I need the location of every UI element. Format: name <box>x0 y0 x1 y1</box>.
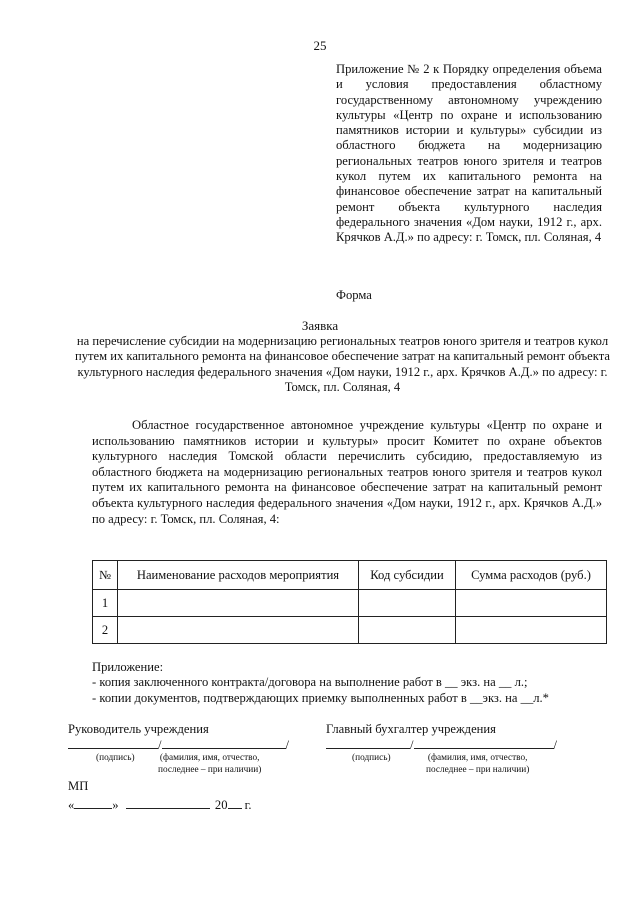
row-number: 2 <box>93 617 118 644</box>
date-close-quote: » <box>112 798 119 812</box>
accountant-separator-end: / <box>553 738 557 752</box>
accountant-caption-name-line1: (фамилия, имя, отчество, <box>427 753 528 763</box>
application-title: Заявка <box>301 318 339 333</box>
page-number: 25 <box>313 38 327 53</box>
row-number: 1 <box>93 590 118 617</box>
application-subtitle: на перечисление субсидии на модернизацию региональных театров юного зрителя и театров кукол путем их капитального ремонта на финансовое обеспечение затрат на капитальный ремонт объекта культурного наследия федерального значения «Дом науки, 1912 г., арх. Крячков А.Д.» по адресу: г. Томск, пл. Соляная, 4 <box>75 334 610 395</box>
accountant-signature-label: Главный бухгалтер учреждения <box>326 722 496 736</box>
appendix-header: Приложение № 2 к Порядку определения объема и условия предоставления областному государственному автономному учреждению культуры «Центр по охране и использованию памятников истории и культуры» субсидии из областного бюджета на модернизацию региональных театров юного зрителя и театров кукол путем их капитального ремонта на финансовое обеспечение затрат на капитальный ремонт объекта культурного наследия федерального значения «Дом науки, 1912 г., арх. Крячков А.Д.» по адресу: г. Томск, пл. Соляная, 4 <box>336 62 602 245</box>
cell-subsidy-code[interactable] <box>359 617 456 644</box>
table-row <box>93 617 607 644</box>
cell-subsidy-code[interactable] <box>359 590 456 617</box>
stamp-placeholder: МП <box>68 779 89 793</box>
head-caption-name-line1: (фамилия, имя, отчество, <box>159 753 260 763</box>
date-open-quote: « <box>68 798 75 812</box>
head-sign-blank[interactable] <box>68 737 158 749</box>
form-label: Форма <box>336 288 372 302</box>
accountant-sign-blank[interactable] <box>326 737 410 749</box>
header-amount: Сумма расходов (руб.) <box>456 561 607 590</box>
expenses-table <box>92 560 607 644</box>
date-year-blank[interactable] <box>228 797 242 809</box>
application-body: Областное государственное автономное учреждение культуры «Центр по охране и использованию памятников истории и культуры» просит Комитет по охране объектов культурного наследия Томской области перечислить субсидию, предоставляемую из областного бюджета на модернизацию региональных театров юного зрителя и театров кукол путем их капитального ремонта на финансовое обеспечение затрат на капитальный ремонт объекта культурного наследия федерального значения «Дом науки, 1912 г., арх. Крячков А.Д.» по адресу: г. Томск, пл. Соляная, 4: <box>92 418 602 526</box>
attachment-item-acceptance-docs: - копии документов, подтверждающих приемку выполненных работ в __экз. на __л.* <box>92 690 549 705</box>
header-expense-name: Наименование расходов мероприятия <box>118 561 359 590</box>
attachments <box>92 660 549 706</box>
date-day-blank[interactable] <box>74 797 112 809</box>
cell-amount[interactable] <box>456 617 607 644</box>
cell-amount[interactable] <box>456 590 607 617</box>
head-caption-sign: (подпись) <box>96 753 135 763</box>
header-subsidy-code: Код субсидии <box>359 561 456 590</box>
head-separator: / <box>158 738 162 752</box>
date-year-suffix: г. <box>241 798 252 812</box>
table-row <box>93 590 607 617</box>
accountant-caption-name-line2: последнее – при наличии) <box>426 765 530 775</box>
head-name-blank[interactable] <box>162 737 286 749</box>
head-caption-name <box>158 752 261 776</box>
head-caption-name-line2: последнее – при наличии) <box>158 765 262 775</box>
accountant-caption-sign: (подпись) <box>352 753 391 763</box>
date-year-prefix: 20 <box>214 798 228 812</box>
date-month-blank[interactable] <box>126 797 210 809</box>
attachment-item-contract: - копия заключенного контракта/договора на выполнение работ в __ экз. на __ л.; <box>92 675 528 690</box>
accountant-name-blank[interactable] <box>414 737 554 749</box>
attachments-heading: Приложение: <box>92 660 164 674</box>
table-header-row <box>93 561 607 590</box>
date-line[interactable] <box>68 797 252 813</box>
accountant-caption-name <box>426 752 529 776</box>
head-signature-label: Руководитель учреждения <box>68 722 209 736</box>
head-separator-end: / <box>285 738 289 752</box>
accountant-signature-line[interactable] <box>326 737 557 753</box>
header-number: № <box>93 561 118 590</box>
head-signature-line[interactable] <box>68 737 289 753</box>
accountant-separator: / <box>410 738 414 752</box>
cell-expense-name[interactable] <box>118 617 359 644</box>
cell-expense-name[interactable] <box>118 590 359 617</box>
